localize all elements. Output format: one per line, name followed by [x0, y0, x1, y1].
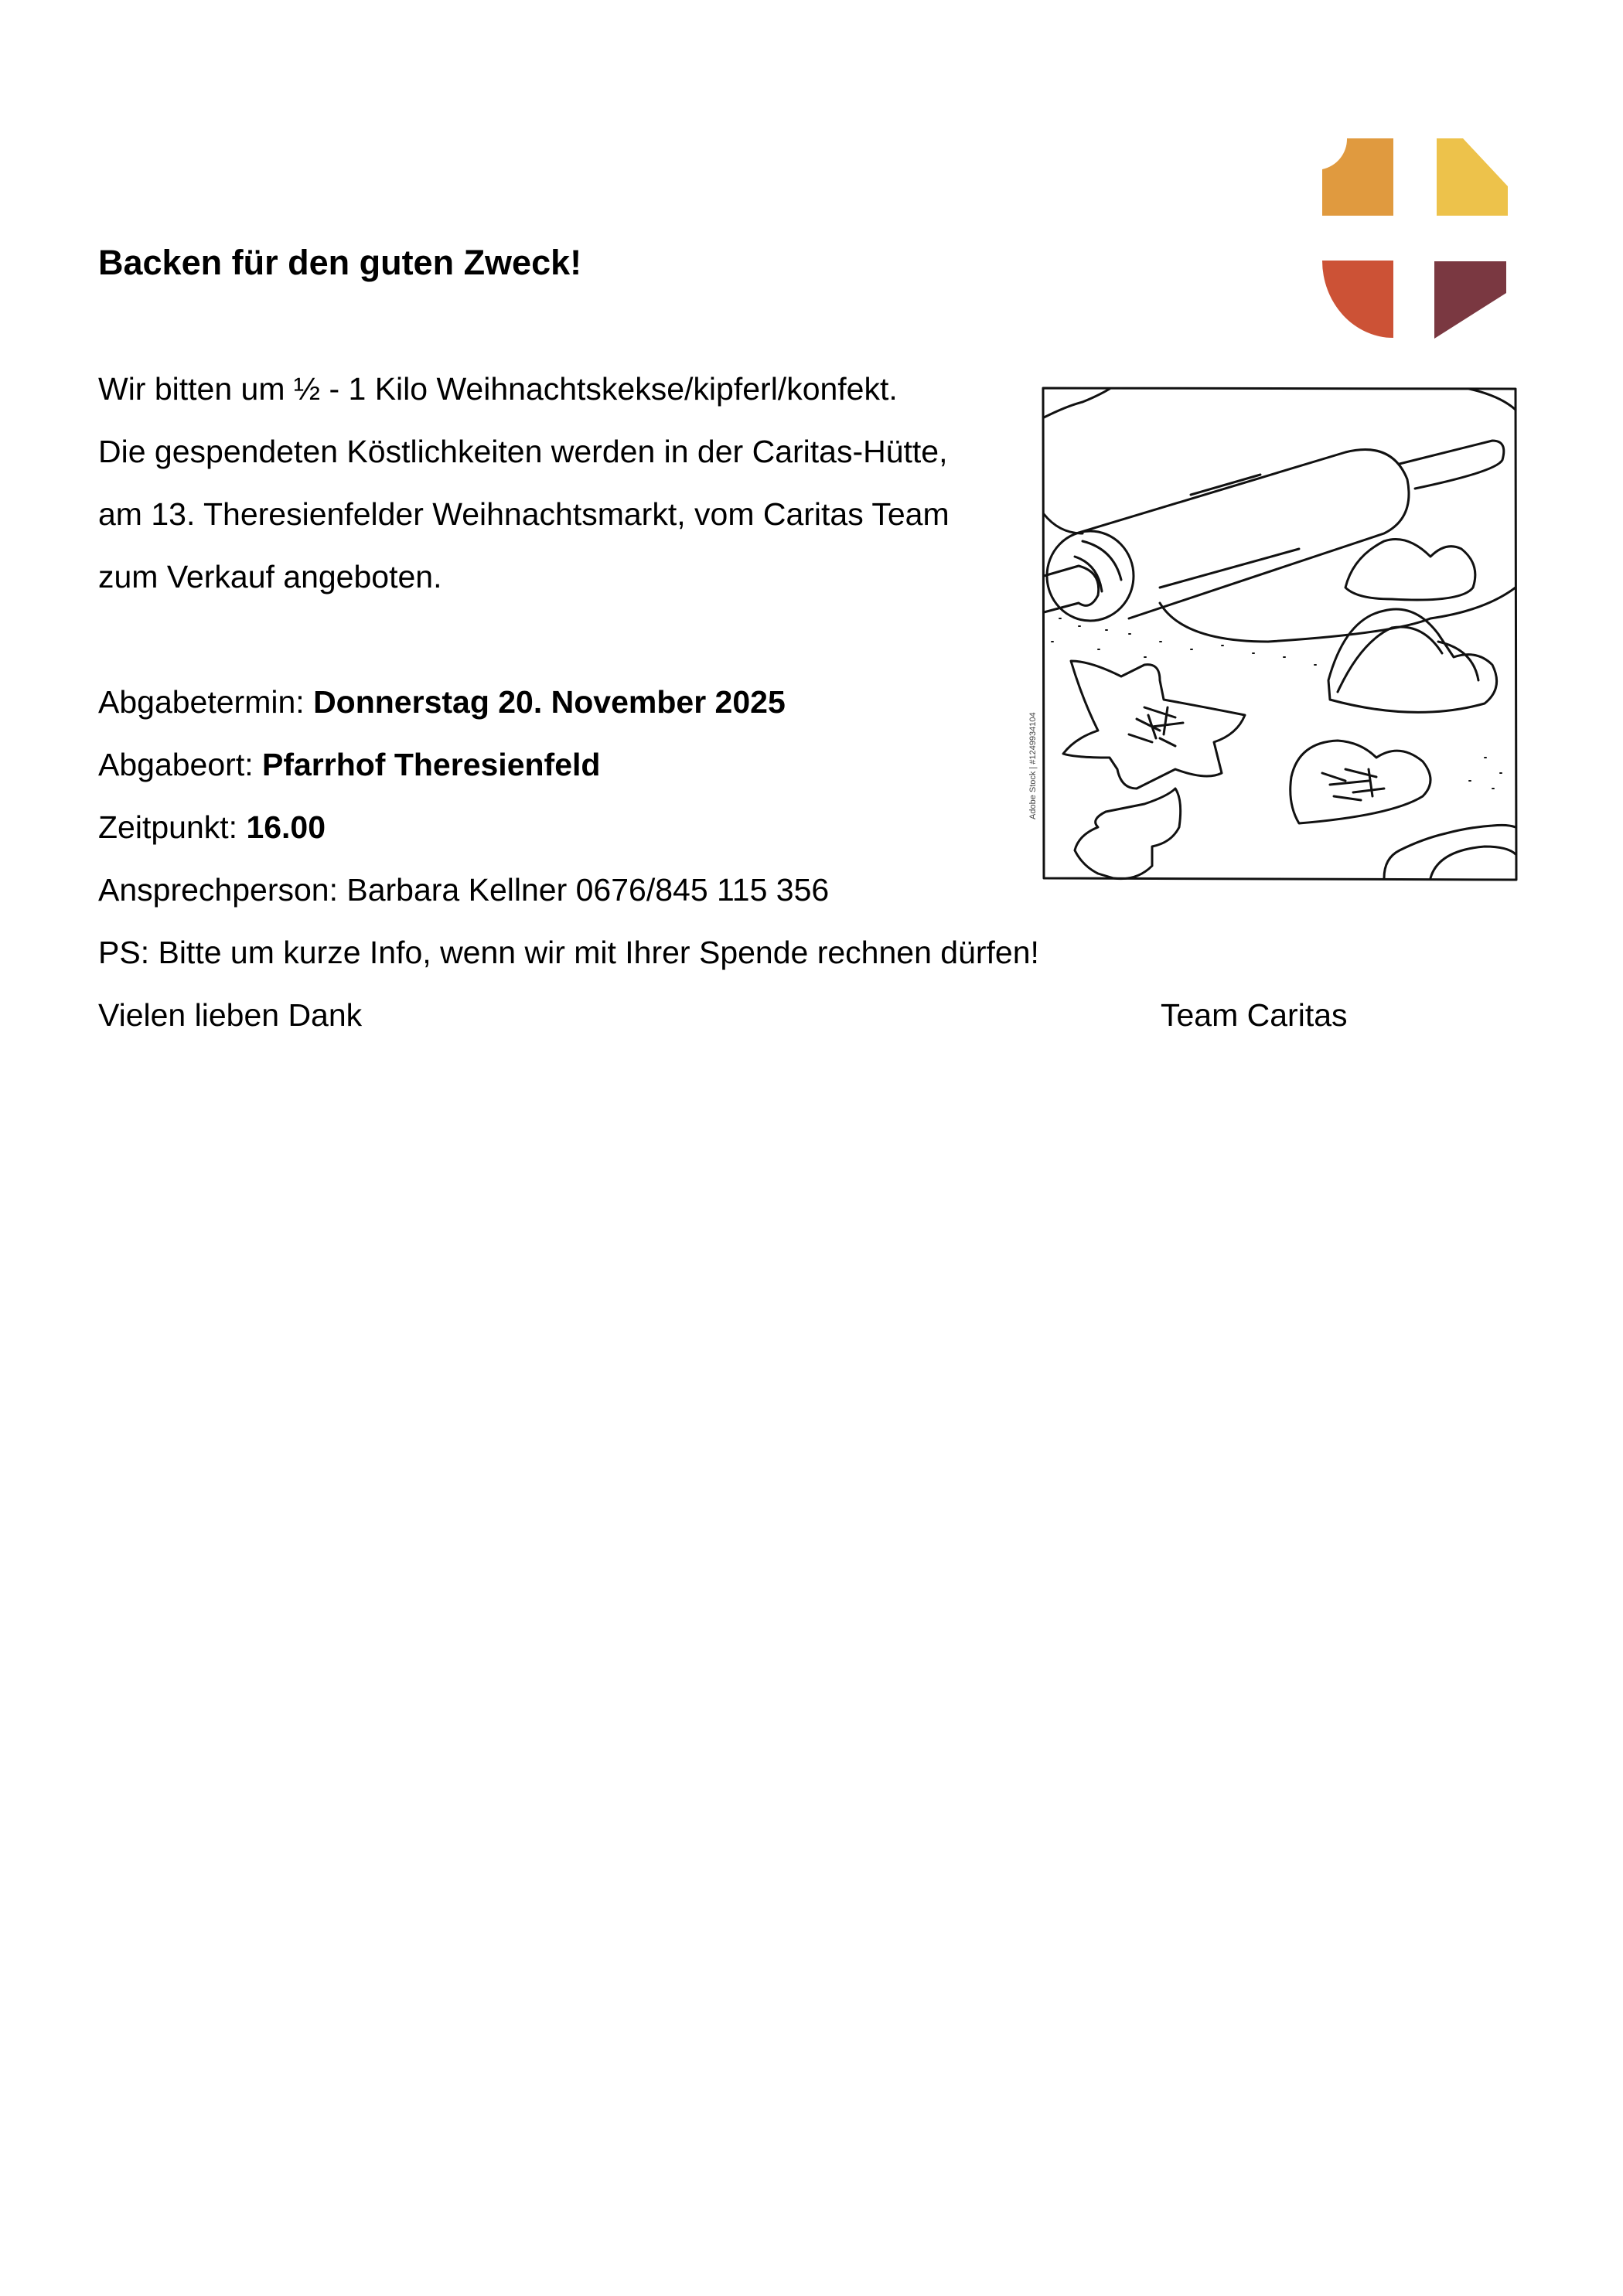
drop-off-date-label: Abgabetermin:	[98, 684, 314, 720]
intro-line: zum Verkauf angeboten.	[98, 559, 442, 594]
contact-person: Ansprechperson: Barbara Kellner 0676/845 115 356	[98, 872, 830, 908]
rolling-pin-icon	[1044, 441, 1504, 621]
logo-top-right-quadrant	[1437, 138, 1508, 216]
closing-thanks: Vielen lieben Dank	[98, 997, 363, 1033]
stock-watermark: Adobe Stock | #1249934104	[1028, 712, 1038, 819]
heart-cookie-top	[1345, 540, 1475, 601]
rolled-dough-edge	[1044, 514, 1516, 642]
drop-off-time-value: 16.00	[246, 809, 326, 845]
ps-note: PS: Bitte um kurze Info, wenn wir mit Ihrer Spende rechnen dürfen!	[98, 935, 1039, 970]
logo-bottom-right-quadrant	[1434, 261, 1506, 339]
page-title: Backen für den guten Zweck!	[98, 243, 582, 282]
round-cookie-inner	[1430, 847, 1516, 878]
intro-line: am 13. Theresienfelder Weihnachtsmarkt, vom Caritas Team	[98, 496, 950, 532]
signature: Team Caritas	[1161, 997, 1348, 1033]
drop-off-place	[98, 745, 600, 784]
illustration-frame	[1043, 388, 1516, 880]
caritas-cross-logo	[1314, 131, 1516, 348]
dough-top-right	[1469, 389, 1516, 410]
logo-bottom-left-quadrant	[1322, 261, 1393, 338]
baking-illustration	[1028, 379, 1531, 897]
drop-off-date-value: Donnerstag 20. November 2025	[313, 684, 786, 720]
dough-top-left	[1044, 389, 1110, 417]
intro-line: Die gespendeten Köstlichkeiten werden in der Caritas-Hütte,	[98, 434, 948, 469]
logo-top-left-quadrant	[1322, 138, 1393, 216]
star-cookie	[1063, 661, 1245, 789]
drop-off-place-value: Pfarrhof Theresienfeld	[262, 747, 601, 782]
drop-off-time-label: Zeitpunkt:	[98, 809, 247, 845]
drop-off-time	[98, 808, 326, 847]
tree-cookie	[1075, 789, 1181, 879]
round-cookie	[1384, 825, 1516, 878]
drop-off-date	[98, 683, 786, 721]
drop-off-place-label: Abgabeort:	[98, 747, 262, 782]
intro-line: Wir bitten um ½ - 1 Kilo Weihnachtskekse/kipferl/konfekt.	[98, 371, 898, 407]
heart-cookie-sprinkles	[1291, 741, 1430, 823]
